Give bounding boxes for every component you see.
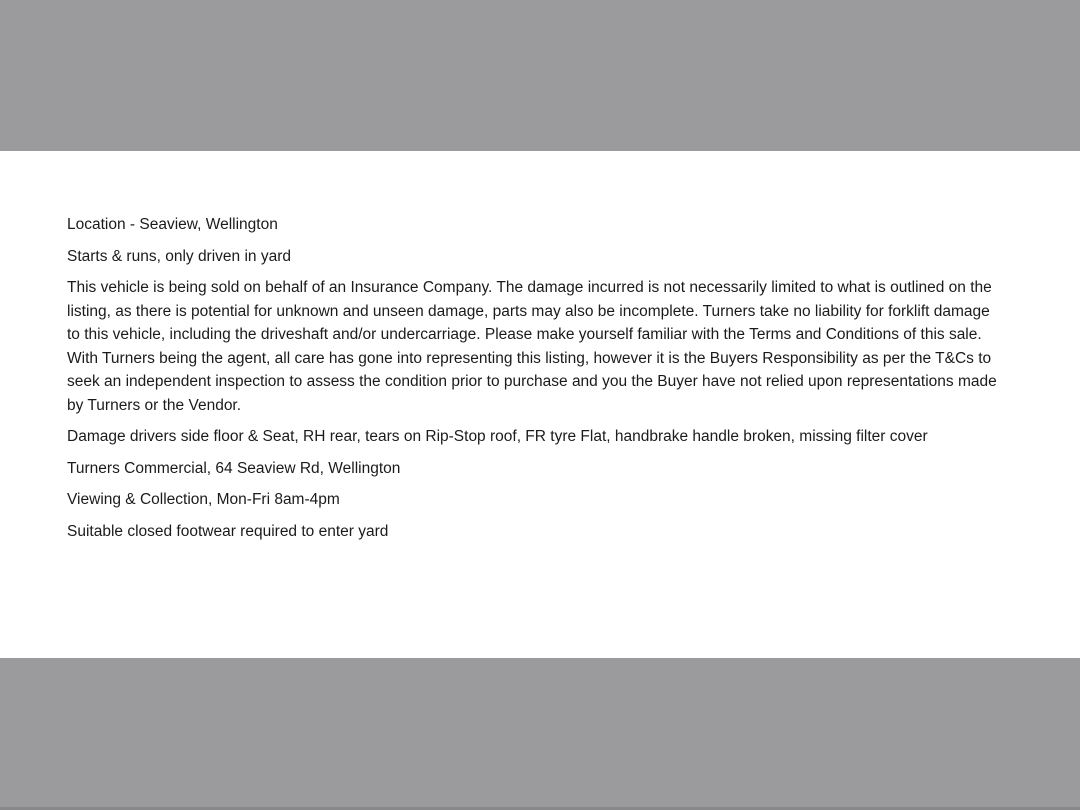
- condition-line: Starts & runs, only driven in yard: [67, 247, 291, 265]
- damage-summary-line: Damage drivers side floor & Seat, RH rear, tears on Rip-Stop roof, FR tyre Flat, handbrake handle broken, missing filter cover: [67, 428, 928, 445]
- listing-description-text: [0, 151, 998, 543]
- address-line: Turners Commercial, 64 Seaview Rd, Wellington: [67, 459, 401, 477]
- footwear-notice-line: Suitable closed footwear required to enter yard: [67, 522, 389, 540]
- location-line: Location - Seaview, Wellington: [67, 216, 278, 233]
- viewing-hours-line: Viewing & Collection, Mon-Fri 8am-4pm: [67, 491, 340, 508]
- listing-description-panel: [0, 151, 1080, 658]
- disclaimer-paragraph: This vehicle is being sold on behalf of an Insurance Company. The damage incurred is not necessarily limited to what is outlined on the listing, as there is potential for unknown and unseen damage, parts may also be incomplete. Turners take no liability for forklift damage to this vehicle, including the driveshaft and/or undercarriage. Please make yourself familiar with the Terms and Conditions of this sale. With Turners being the agent, all care has gone into representing this listing, however it is the Buyers Responsibility as per the T&Cs to seek an independent inspection to assess the condition prior to purchase and you the Buyer have not relied upon representations made by Turners or the Vendor.: [67, 279, 997, 414]
